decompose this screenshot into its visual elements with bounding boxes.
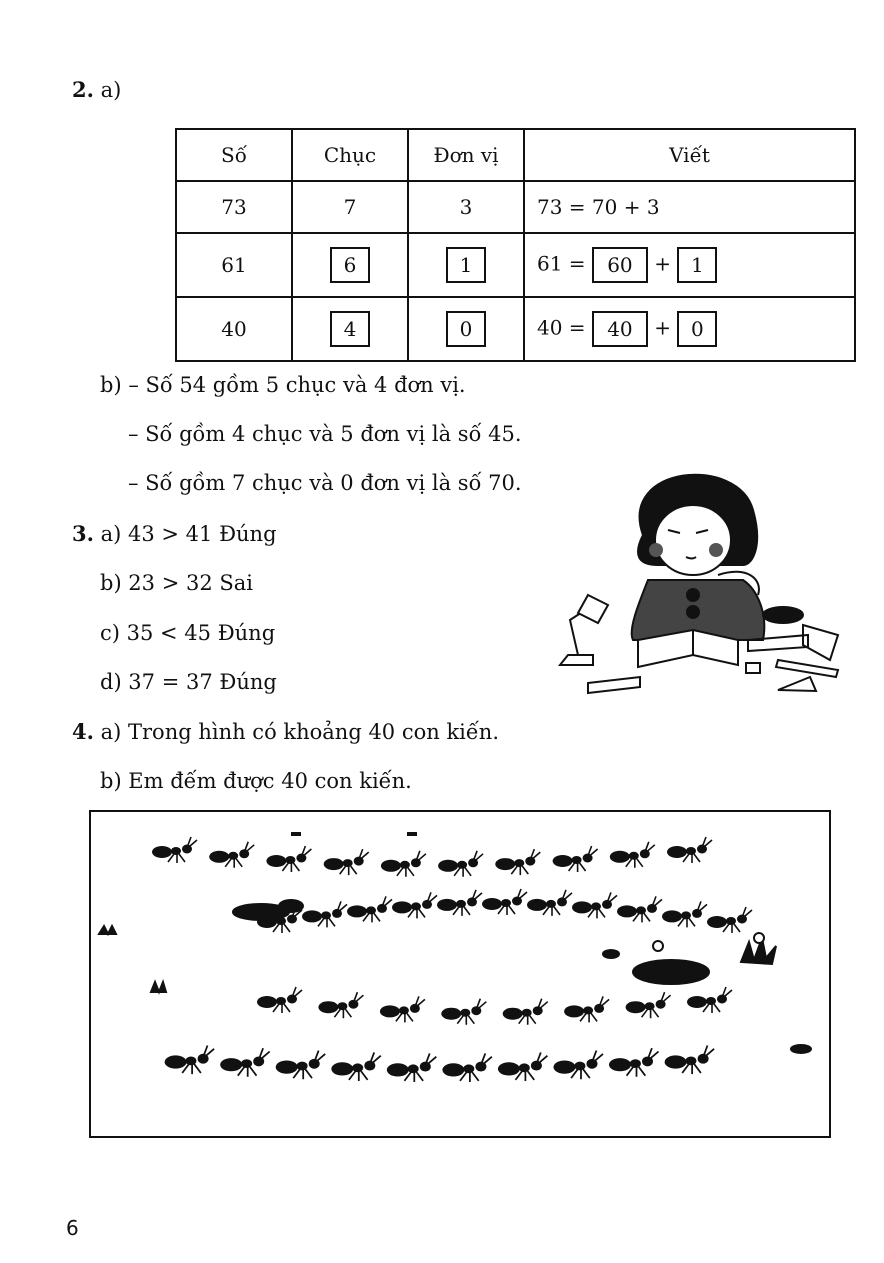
answer-box: 40 <box>592 311 648 347</box>
ant-icon <box>152 837 197 863</box>
cell-so: 73 <box>176 181 292 233</box>
answer-box: 60 <box>592 247 648 283</box>
ant-icon <box>667 837 712 863</box>
ant-icon <box>498 1052 548 1081</box>
ant-icon <box>437 890 482 916</box>
table-row <box>176 181 855 233</box>
ant-icon <box>610 842 655 868</box>
table-row <box>176 233 855 297</box>
answer-box: 0 <box>446 311 486 347</box>
ant-icon <box>381 851 426 877</box>
ant-icon <box>564 996 609 1022</box>
viet-lhs: 40 = <box>537 315 586 340</box>
ant-icon <box>626 992 671 1018</box>
girl-studying-illustration <box>548 455 848 700</box>
ex2-part-b-label: b) <box>100 373 122 397</box>
ex2-b-text: – Số 54 gồm 5 chục và 4 đơn vị. <box>128 373 466 397</box>
ex2-b-line-3: – Số gồm 7 chục và 0 đơn vị là số 70. <box>128 471 522 495</box>
ant-icon <box>527 890 572 916</box>
ant-icon <box>257 987 302 1013</box>
ex3-number: 3. <box>72 521 94 546</box>
viet-lhs: 61 = <box>537 251 586 276</box>
table-header-row <box>176 129 855 181</box>
cell-viet <box>524 297 855 361</box>
ant-icon <box>609 1048 659 1077</box>
ant-icon <box>266 846 311 872</box>
ant-icon <box>442 1053 492 1082</box>
ant-icon <box>165 1046 215 1075</box>
ants-drawing <box>91 812 829 1136</box>
ant-icon <box>503 999 548 1025</box>
ant-icon <box>687 987 732 1013</box>
ant-icon <box>220 1048 270 1077</box>
ant-icon <box>380 996 425 1022</box>
ant-icon <box>554 1051 604 1080</box>
cell-viet <box>524 233 855 297</box>
answer-box: 6 <box>330 247 370 283</box>
cell-viet: 73 = 70 + 3 <box>524 181 855 233</box>
plus-sign: + <box>654 315 672 340</box>
ex3-line-c: c) 35 < 45 Đúng <box>100 621 276 645</box>
ant-icon <box>347 896 392 922</box>
ex4-number: 4. <box>72 719 94 744</box>
ant-icon <box>495 849 540 875</box>
ex3-line-d: d) 37 = 37 Đúng <box>100 670 277 694</box>
ex3-line-b: b) 23 > 32 Sai <box>100 571 253 595</box>
cell-chuc: 7 <box>292 181 408 233</box>
ant-icon <box>324 849 369 875</box>
ant-icon <box>617 896 662 922</box>
header-viet: Viết <box>524 129 855 181</box>
ex2-heading <box>72 77 121 103</box>
ex4-line-b: b) Em đếm được 40 con kiến. <box>100 769 412 793</box>
ex2-number: 2. <box>72 77 94 102</box>
ant-icon <box>572 892 617 918</box>
cell-chuc <box>292 233 408 297</box>
ant-icon <box>665 1046 715 1075</box>
ex2-part-a-label: a) <box>100 78 122 102</box>
ant-icon <box>482 889 527 915</box>
ant-icon <box>209 842 254 868</box>
header-so: Số <box>176 129 292 181</box>
ant-icon <box>302 901 347 927</box>
ex2-b-line-1 <box>100 372 466 398</box>
ant-icon <box>707 907 752 933</box>
cell-don-vi <box>408 233 524 297</box>
ant-icon <box>441 999 486 1025</box>
cell-so: 61 <box>176 233 292 297</box>
table-row <box>176 297 855 361</box>
ant-icon <box>331 1052 381 1081</box>
ant-icon <box>318 992 363 1018</box>
page-number: 6 <box>66 1216 79 1240</box>
ant-icon <box>276 1051 326 1080</box>
answer-box: 1 <box>446 247 486 283</box>
ex4-a-text: a) Trong hình có khoảng 40 con kiến. <box>100 720 500 744</box>
ant-icon <box>392 892 437 918</box>
ant-icon <box>438 851 483 877</box>
place-value-table <box>175 128 856 362</box>
cell-chuc <box>292 297 408 361</box>
ant-icon <box>662 901 707 927</box>
cell-don-vi <box>408 297 524 361</box>
answer-box: 4 <box>330 311 370 347</box>
ants-picture <box>89 810 831 1138</box>
answer-box: 0 <box>677 311 717 347</box>
ant-icon <box>387 1053 437 1082</box>
header-chuc: Chục <box>292 129 408 181</box>
ex3-line-a <box>72 521 277 547</box>
ex4-line-a <box>72 719 499 745</box>
plus-sign: + <box>654 251 672 276</box>
cell-so: 40 <box>176 297 292 361</box>
header-don-vi: Đơn vị <box>408 129 524 181</box>
ex2-b-line-2: – Số gồm 4 chục và 5 đơn vị là số 45. <box>128 422 522 446</box>
answer-box: 1 <box>677 247 717 283</box>
ex3-a-text: a) 43 > 41 Đúng <box>100 522 277 546</box>
ant-icon <box>553 846 598 872</box>
cell-don-vi: 3 <box>408 181 524 233</box>
